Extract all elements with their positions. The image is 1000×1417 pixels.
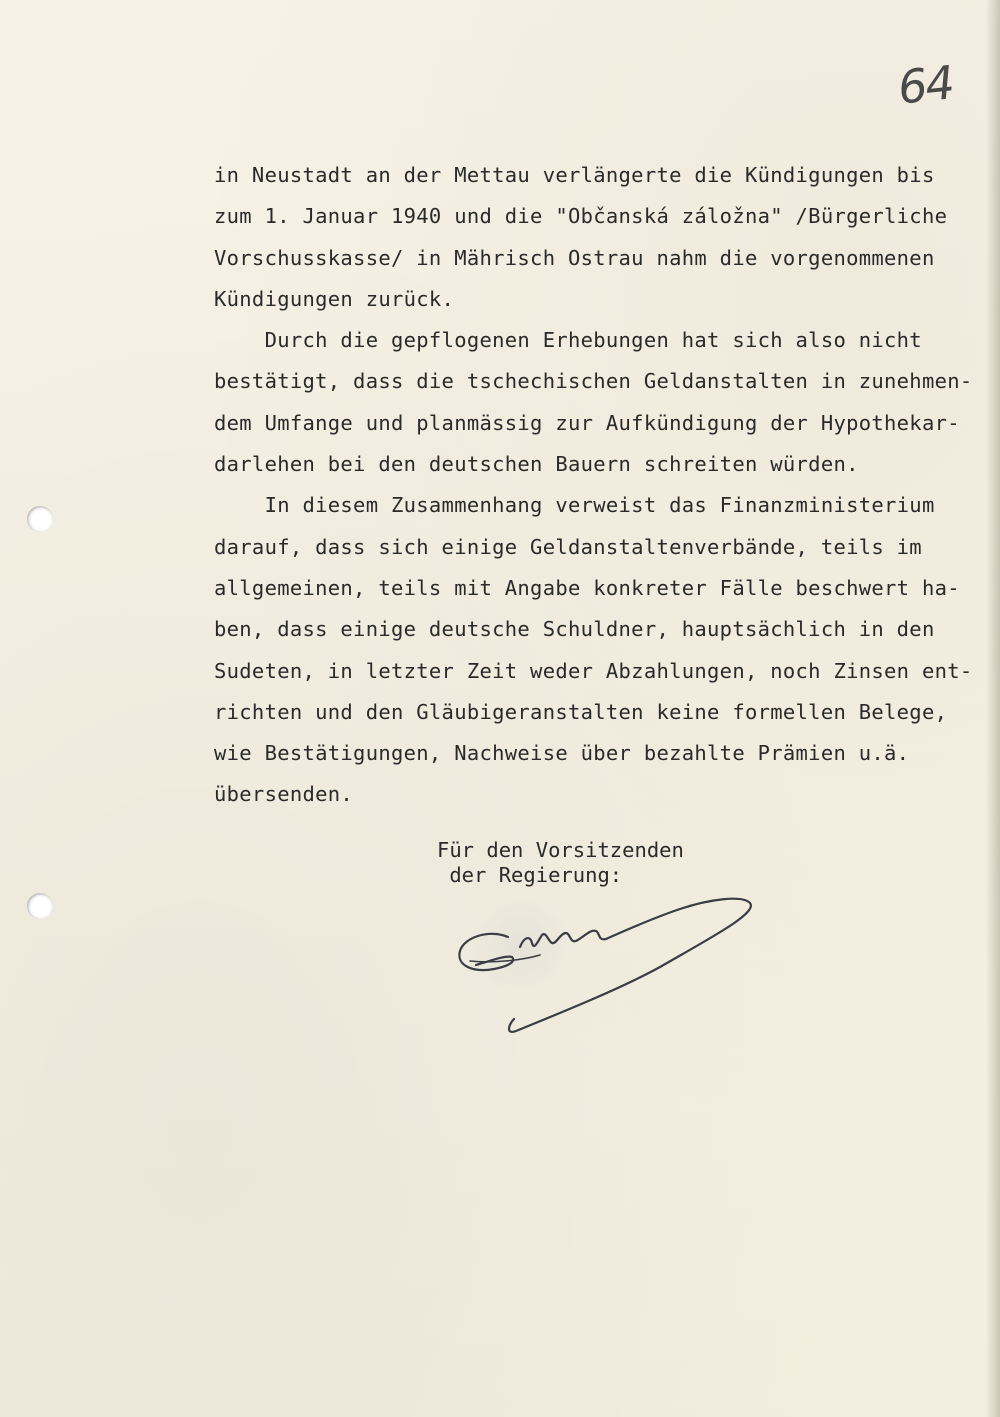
body-line: in Neustadt an der Mettau verlängerte die Kündigungen bis [214,163,935,187]
handwritten-signature [450,885,770,1045]
punch-hole-bottom [27,893,53,919]
body-line: übersenden. [214,782,354,807]
body-line: dem Umfange und planmässig zur Aufkündigung der Hypothekar- [214,410,960,435]
closing-block [437,838,684,888]
handwritten-page-number: 64 [895,55,956,115]
page-edge-shadow [986,0,1000,1417]
closing-line-1: Für den Vorsitzenden [437,838,684,862]
body-line: ben, dass einige deutsche Schuldner, hauptsächlich in den [214,617,935,642]
body-line: wie Bestätigungen, Nachweise über bezahlte Prämien u.ä. [214,741,910,766]
body-line: darlehen bei den deutschen Bauern schreiten würden. [214,452,859,477]
body-line: richten und den Gläubigeranstalten keine formellen Belege, [214,699,948,724]
body-line: allgemeinen, teils mit Angabe konkreter Fälle beschwert ha- [214,575,960,600]
body-line: In diesem Zusammenhang verweist das Finanzministerium [214,493,935,518]
body-line: darauf, dass sich einige Geldanstaltenverbände, teils im [214,534,922,559]
punch-hole-top [27,506,53,532]
body-text [214,155,974,816]
body-line: Durch die gepflogenen Erhebungen hat sich also nicht [214,328,922,353]
closing-line-2: der Regierung: [437,863,623,887]
body-line: Sudeten, in letzter Zeit weder Abzahlungen, noch Zinsen ent- [214,658,973,683]
body-line: bestätigt, dass die tschechischen Geldanstalten in zunehmen- [214,369,973,394]
body-line: Vorschusskasse/ in Mährisch Ostrau nahm die vorgenommenen [214,245,935,270]
body-line: zum 1. Januar 1940 und die "Občanská záložna" /Bürgerliche [214,204,948,229]
body-line: Kündigungen zurück. [214,286,455,311]
